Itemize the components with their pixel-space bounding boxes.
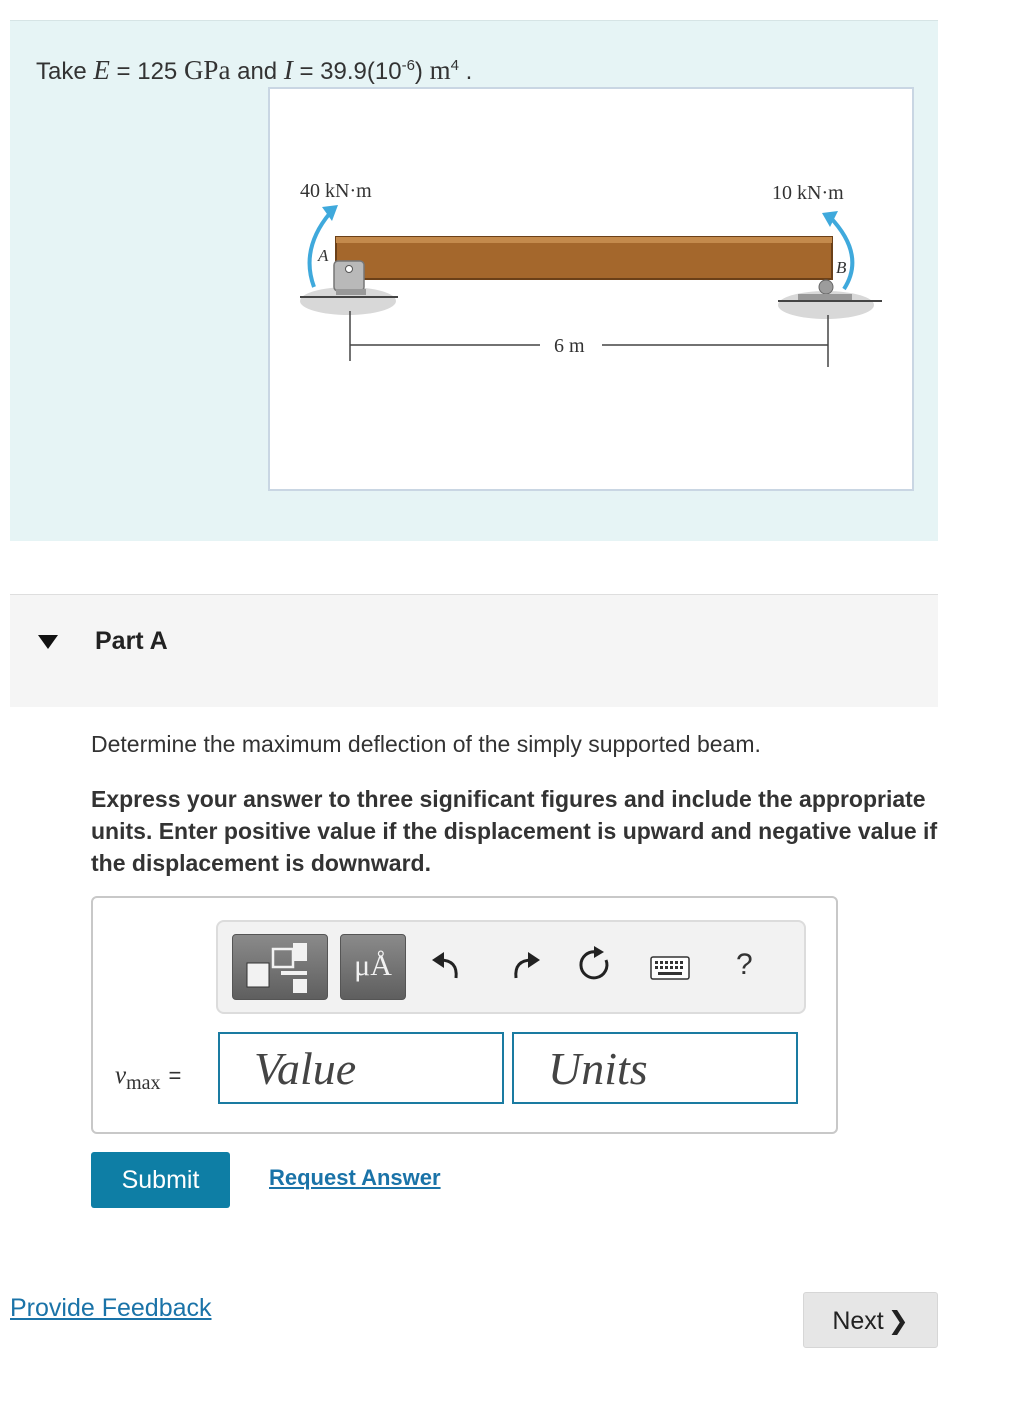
pin-base-a <box>336 289 366 295</box>
templates-icon <box>233 935 327 999</box>
units-button[interactable] <box>340 934 406 1000</box>
problem-statement <box>10 20 938 541</box>
beam <box>336 237 832 279</box>
part-a-header[interactable] <box>10 594 938 707</box>
moment-label-b: 10 kN·m <box>772 182 844 204</box>
support-label-b: B <box>836 258 847 277</box>
e-unit: GPa <box>183 55 231 85</box>
moment-label-a: 40 kN·m <box>300 180 372 202</box>
i-unit: m <box>429 55 451 85</box>
moment-arrow-b <box>830 217 852 289</box>
answer-box <box>91 896 838 1134</box>
roller-base-b <box>798 294 852 300</box>
span-label: 6 m <box>554 335 585 357</box>
beam-figure <box>268 87 914 491</box>
beam-diagram <box>270 89 912 489</box>
next-button[interactable] <box>803 1292 938 1348</box>
reset-icon[interactable] <box>576 946 614 984</box>
instruction-text: Express your answer to three significant figures and include the appropriate units. Enter positive value if the displacement is upward and negative value if the displacement is downward. <box>91 786 938 876</box>
math-toolbar <box>216 920 806 1014</box>
part-title: Part A <box>95 627 168 655</box>
e-symbol: E <box>93 55 110 85</box>
support-label-a: A <box>318 246 329 265</box>
variable-label: $v_{max}$ = <box>115 1062 182 1094</box>
question-text: Determine the maximum deflection of the simply supported beam. <box>91 731 761 757</box>
units-input[interactable]: Units <box>512 1032 798 1104</box>
pin-a <box>346 266 353 273</box>
keyboard-icon[interactable] <box>650 956 690 980</box>
beam-highlight <box>336 237 832 243</box>
chevron-right-icon: ❯ <box>887 1307 909 1335</box>
i-exponent: -6 <box>401 57 415 74</box>
request-answer-link[interactable]: Request Answer <box>269 1165 441 1190</box>
help-icon[interactable]: ? <box>736 948 753 981</box>
submit-button[interactable]: Submit <box>91 1152 230 1208</box>
collapse-triangle-icon[interactable] <box>38 635 58 649</box>
units-icon: μÅ <box>354 949 392 982</box>
redo-icon[interactable] <box>508 950 542 980</box>
provide-feedback-link[interactable]: Provide Feedback <box>10 1294 212 1322</box>
problem-text: Take E = 125 GPa and $I = 39.9(10^{-6})$ $m^4$ . <box>36 55 473 85</box>
value-input[interactable]: Value <box>218 1032 504 1104</box>
i-symbol: I <box>283 55 293 85</box>
templates-button[interactable] <box>232 934 328 1000</box>
undo-icon[interactable] <box>430 950 464 980</box>
next-label: Next <box>832 1307 884 1335</box>
roller-b <box>819 280 833 294</box>
